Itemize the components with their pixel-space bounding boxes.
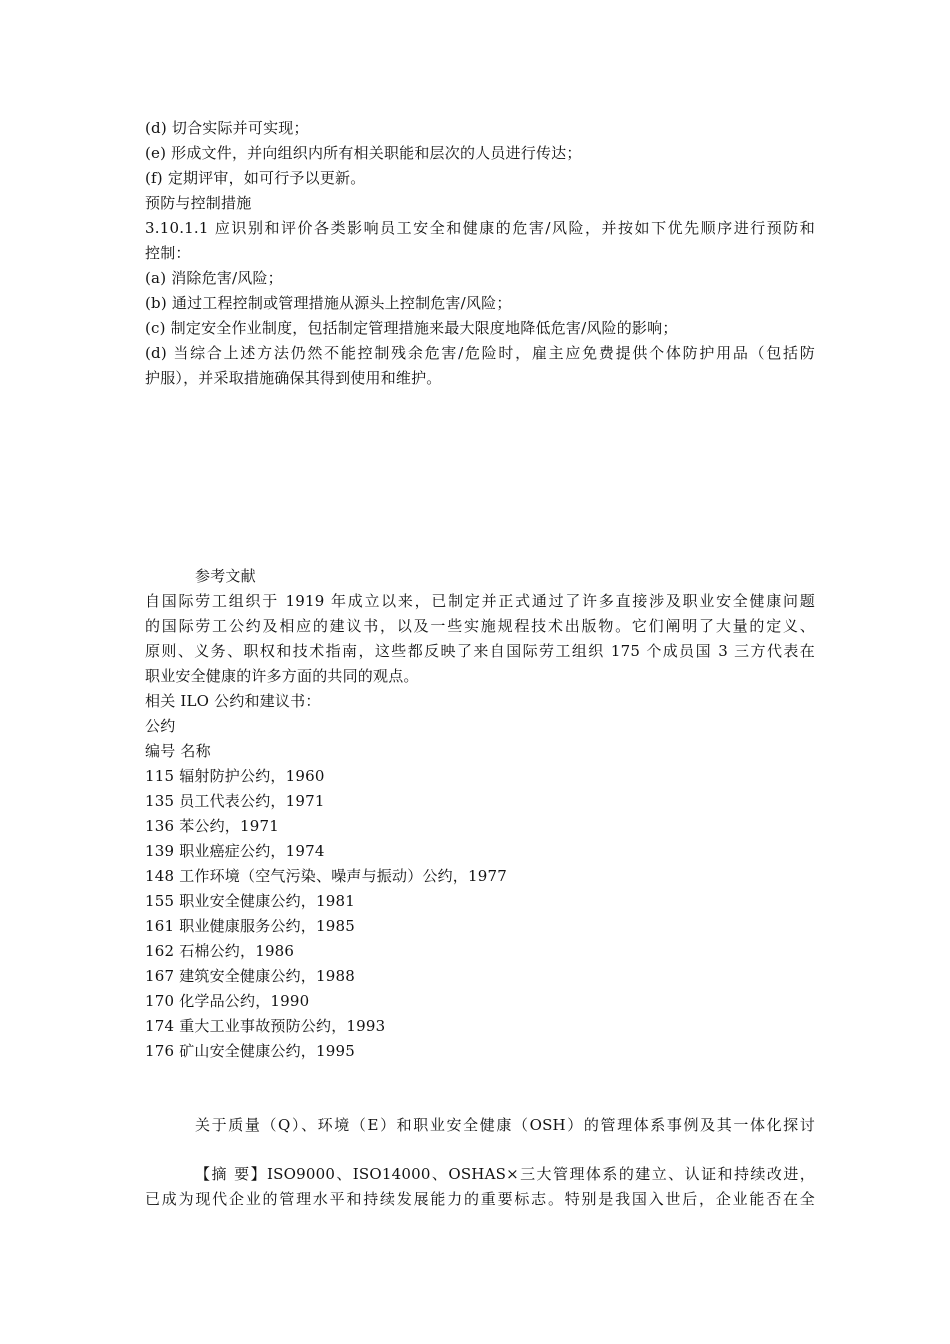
- references-subheading: 相关 ILO 公约和建议书：: [145, 692, 321, 710]
- convention-row: 155 职业安全健康公约，1981: [145, 892, 355, 910]
- measure-c: (c) 制定安全作业制度，包括制定管理措施来最大限度地降低危害/风险的影响；: [145, 319, 678, 337]
- references-para-line2: 的国际劳工公约及相应的建议书，以及一些实施规程技术出版物。它们阐明了大量的定义、: [145, 617, 815, 635]
- convention-row: 174 重大工业事故预防公约，1993: [145, 1017, 386, 1035]
- abstract-line2: 已成为现代企业的管理水平和持续发展能力的重要标志。特别是我国入世后，企业能否在全: [145, 1190, 815, 1208]
- convention-row: 170 化学品公约，1990: [145, 992, 310, 1010]
- convention-row: 115 辐射防护公约，1960: [145, 767, 325, 785]
- convention-row: 135 员工代表公约，1971: [145, 792, 325, 810]
- list-item-f: (f) 定期评审，如可行予以更新。: [145, 169, 366, 187]
- measure-b: (b) 通过工程控制或管理措施从源头上控制危害/风险；: [145, 294, 512, 312]
- convention-row: 148 工作环境（空气污染、噪声与振动）公约，1977: [145, 867, 507, 885]
- clause-text-line1: 3.10.1.1 应识别和评价各类影响员工安全和健康的危害/风险，并按如下优先顺序进行预防和: [145, 219, 815, 237]
- references-para-line3: 原则、义务、职权和技术指南，这些都反映了来自国际劳工组织 175 个成员国 3 三方代表在: [145, 642, 815, 660]
- convention-row: 167 建筑安全健康公约，1988: [145, 967, 355, 985]
- references-para-line4: 职业安全健康的许多方面的共同的观点。: [145, 667, 419, 685]
- references-title: 参考文献: [195, 567, 256, 585]
- abstract-line1: 【摘 要】ISO9000、ISO14000、OSHAS×三大管理体系的建立、认证和持续改进，: [195, 1165, 815, 1183]
- measure-d-line2: 护服），并采取措施确保其得到使用和维护。: [145, 369, 442, 387]
- section-heading: 预防与控制措施: [145, 194, 252, 212]
- list-item-e: (e) 形成文件，并向组织内所有相关职能和层次的人员进行传达；: [145, 144, 582, 162]
- convention-row: 176 矿山安全健康公约，1995: [145, 1042, 355, 1060]
- conventions-label: 公约: [145, 717, 176, 735]
- article-title: 关于质量（Q）、环境（E）和职业安全健康（OSH）的管理体系事例及其一体化探讨: [195, 1116, 815, 1134]
- clause-text-line2: 控制：: [145, 244, 191, 262]
- measure-a: (a) 消除危害/风险；: [145, 269, 283, 287]
- references-para-line1: 自国际劳工组织于 1919 年成立以来，已制定并正式通过了许多直接涉及职业安全健康问题: [145, 592, 815, 610]
- convention-row: 136 苯公约，1971: [145, 817, 279, 835]
- measure-d-line1: (d) 当综合上述方法仍然不能控制残余危害/危险时，雇主应免费提供个体防护用品（包括防: [145, 344, 815, 362]
- convention-row: 139 职业癌症公约，1974: [145, 842, 325, 860]
- conventions-table-header: 编号 名称: [145, 742, 211, 760]
- convention-row: 162 石棉公约，1986: [145, 942, 295, 960]
- list-item-d: (d) 切合实际并可实现；: [145, 119, 309, 137]
- convention-row: 161 职业健康服务公约，1985: [145, 917, 355, 935]
